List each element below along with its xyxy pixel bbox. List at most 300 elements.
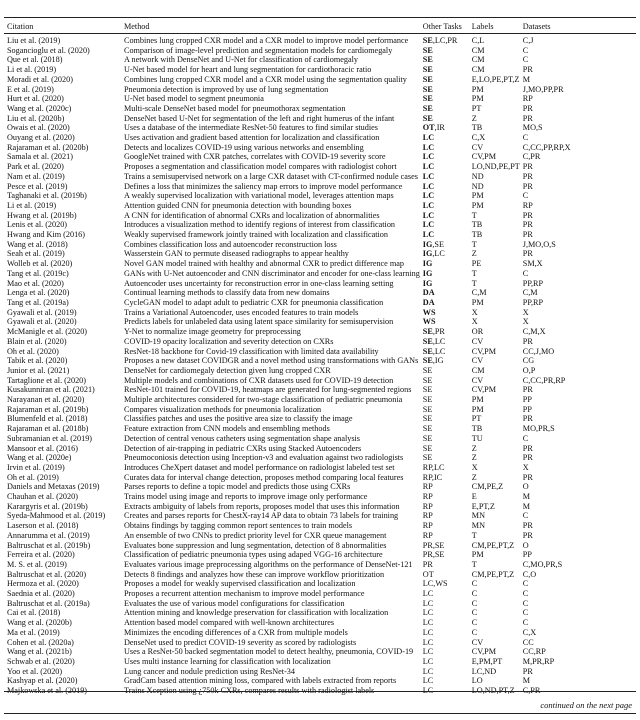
other-tasks-cell	[420, 172, 469, 182]
datasets-cell: PR	[522, 65, 533, 75]
other-tasks-cell	[420, 434, 469, 444]
labels-cell: Z	[471, 453, 477, 463]
other-tasks-cell	[420, 657, 469, 667]
labels-cell: PM	[471, 550, 484, 560]
table-row	[4, 599, 636, 609]
table-row	[4, 570, 636, 580]
datasets-cell: PR	[522, 521, 533, 531]
other-tasks-cell	[420, 482, 469, 492]
table-row	[4, 473, 636, 483]
separator: ,	[432, 336, 435, 346]
table-row	[4, 230, 636, 240]
primary-task: SE	[422, 453, 433, 463]
other-tasks-cell	[420, 589, 469, 599]
labels-cell: Z	[471, 249, 477, 259]
labels-cell: PE	[471, 259, 482, 269]
primary-task: LC	[422, 589, 434, 599]
table-row	[4, 220, 636, 230]
other-tasks-cell	[420, 259, 469, 269]
table-row	[4, 259, 636, 269]
table-row	[4, 376, 636, 386]
datasets-cell: PR	[522, 472, 533, 482]
datasets-cell: C,M,X	[522, 327, 546, 337]
other-tasks-cell	[420, 211, 469, 221]
other-tasks-cell	[420, 288, 469, 298]
datasets-cell: PR	[522, 210, 533, 220]
table-row	[4, 511, 636, 521]
primary-task: RP	[422, 472, 432, 482]
datasets-cell: M	[522, 492, 531, 502]
datasets-cell: C	[522, 511, 529, 521]
method-cell: Y-Net to normalize image geometry for preprocessing	[124, 327, 301, 337]
header-row	[4, 20, 636, 33]
labels-cell: E	[471, 492, 477, 502]
bottom-rule	[4, 691, 636, 692]
labels-cell: OR	[471, 327, 484, 337]
labels-cell: CV	[471, 356, 484, 366]
labels-cell: E,PM,PT	[471, 657, 503, 666]
datasets-cell: PR	[522, 530, 533, 540]
primary-task: LC	[422, 152, 435, 162]
citation-cell: Junior et al. (2021)	[7, 365, 70, 375]
labels-cell: TB	[471, 230, 483, 240]
other-tasks-cell	[420, 104, 469, 114]
citation-cell: Kashyap et al. (2020)	[7, 676, 78, 686]
method-cell: Lung cancer and nodule prediction using ResNet-34	[124, 666, 295, 676]
citation-cell: Moradi et al. (2020)	[7, 74, 73, 84]
other-tasks-cell	[420, 327, 469, 337]
citation-cell: Gyawali et al. (2019)	[7, 307, 77, 317]
labels-cell: CM,PE,Z	[471, 482, 504, 492]
citation-cell: Daniels and Metaxas (2019)	[7, 482, 100, 492]
other-tasks-cell	[420, 46, 469, 56]
primary-task: SE	[422, 433, 433, 443]
other-tasks-cell	[420, 638, 469, 648]
datasets-cell: MO,PR,S	[522, 424, 555, 434]
method-cell: DenseNet based U-Net for segmentation of the left and right humerus of the infant	[124, 113, 395, 123]
primary-task: SE	[422, 113, 433, 123]
other-tasks-cell	[420, 94, 469, 104]
method-cell: Detection of air-trapping in pediatric CXRs using Stacked Autoencoders	[124, 443, 362, 453]
table-row	[4, 133, 636, 143]
other-tasks-cell	[420, 114, 469, 124]
primary-task: IG	[422, 249, 433, 259]
table-row	[4, 405, 636, 415]
primary-task: RP	[422, 462, 432, 472]
method-cell: GANs with U-Net autoencoder and CNN discriminator and encoder for one-class learning	[124, 268, 420, 278]
table-row	[4, 424, 636, 434]
labels-cell: PM	[471, 404, 484, 414]
table-row	[4, 667, 636, 677]
method-cell: CycleGAN model to adapt adult to pediatric CXR for pneumonia classification	[124, 297, 384, 307]
continued-note: continued on the next page	[540, 700, 632, 710]
primary-task: RP	[422, 521, 433, 531]
datasets-cell: PR	[522, 443, 533, 453]
other-tasks-cell	[420, 133, 469, 143]
primary-task: SE	[422, 55, 433, 65]
method-cell: Obtains findings by tagging common report sentences to train models	[124, 521, 353, 531]
citation-cell: E et al. (2019)	[7, 84, 54, 94]
separator: ,	[432, 249, 435, 259]
primary-task: SE	[422, 336, 433, 346]
method-cell: Combines lung cropped CXR model and a CXR model to improve model performance	[124, 36, 409, 45]
labels-cell: C,M	[471, 288, 487, 298]
method-cell: Compares visualization methods for pneumonia localization	[124, 404, 322, 414]
citation-cell: Schwab et al. (2020)	[7, 657, 75, 666]
citation-cell: Karargyris et al. (2019b)	[7, 501, 88, 511]
datasets-cell: MO,S	[522, 123, 543, 133]
datasets-cell: PR	[522, 113, 533, 123]
primary-task: LC	[422, 627, 434, 637]
labels-cell: PM	[471, 84, 484, 94]
datasets-cell: PR	[522, 181, 533, 191]
table-row	[4, 201, 636, 211]
labels-cell: CV,PM	[471, 152, 496, 162]
datasets-cell: PP	[522, 395, 532, 405]
secondary-tasks: IG	[434, 356, 444, 366]
other-tasks-cell	[420, 376, 469, 386]
labels-cell: T	[471, 268, 477, 278]
table-row	[4, 492, 636, 502]
citation-cell: Irvin et al. (2019)	[7, 462, 65, 472]
datasets-cell: PR	[522, 171, 533, 181]
table-row	[4, 327, 636, 337]
other-tasks-cell	[420, 240, 469, 250]
citation-cell: Tabik et al. (2020)	[7, 356, 68, 366]
citation-cell: Park et al. (2020)	[7, 162, 64, 172]
other-tasks-cell	[420, 579, 469, 589]
datasets-cell: C	[522, 433, 529, 443]
table-row	[4, 308, 636, 318]
labels-cell: ND	[471, 171, 484, 181]
secondary-tasks: WS	[435, 579, 448, 589]
datasets-cell: PR	[522, 414, 533, 424]
table-row	[4, 75, 636, 85]
labels-cell: X	[471, 462, 478, 472]
labels-cell: TB	[471, 220, 483, 230]
table-row	[4, 482, 636, 492]
header-rule	[4, 33, 636, 34]
datasets-cell: CC,RP	[522, 647, 546, 657]
labels-cell: C	[471, 589, 478, 599]
secondary-tasks: SE	[434, 550, 445, 560]
method-cell: Trains a semisupervised network on a large CXR dataset with CT-confirmed nodule cases	[124, 171, 418, 181]
table-row	[4, 337, 636, 347]
labels-cell: T	[471, 559, 477, 569]
method-cell: A CNN for identification of abnormal CXRs and localization of abnormalities	[124, 210, 380, 220]
primary-task: DA	[422, 288, 435, 298]
secondary-tasks: LC	[434, 336, 446, 346]
labels-cell: CM,PE,PT,Z	[471, 569, 515, 579]
labels-cell: PM	[471, 200, 484, 210]
table-row	[4, 317, 636, 327]
datasets-cell: PR	[522, 666, 533, 676]
table-row	[4, 502, 636, 512]
labels-cell: CV,PM	[471, 647, 496, 657]
other-tasks-cell	[420, 143, 469, 153]
method-cell: Attention mining and knowledge preservation for classification with localization	[124, 608, 389, 618]
table-row	[4, 211, 636, 221]
table-row	[4, 608, 636, 618]
table-row	[4, 638, 636, 648]
method-cell: Proposes a model for weakly supervised classification and localization	[124, 579, 356, 589]
table-row	[4, 541, 636, 551]
citation-cell: Lenis et al. (2020)	[7, 220, 68, 230]
method-cell: Evaluates the use of various model configurations for classification	[124, 598, 345, 608]
other-tasks-cell	[420, 647, 469, 657]
citation-cell: Baltruschat et al. (2019a)	[7, 598, 90, 608]
other-tasks-cell	[420, 502, 469, 512]
primary-task: SE	[422, 424, 433, 434]
datasets-cell: SM,X	[522, 259, 543, 269]
secondary-tasks: LC	[434, 346, 446, 356]
labels-cell: CV	[471, 142, 484, 152]
primary-task: SE	[422, 327, 433, 337]
other-tasks-cell	[420, 550, 469, 560]
method-cell: Evaluates various image preprocessing algorithms on the performance of DenseNet-121	[124, 559, 413, 569]
citation-cell: Nam et al. (2019)	[7, 171, 65, 181]
other-tasks-cell	[420, 676, 469, 686]
datasets-cell: O,P	[522, 365, 536, 375]
labels-cell: PM	[471, 94, 484, 104]
primary-task: LC	[422, 200, 435, 210]
citation-cell: Kusakunniran et al. (2021)	[7, 385, 95, 395]
labels-cell: CM	[471, 65, 485, 75]
footer-rule	[4, 713, 636, 714]
citation-cell: Mao et al. (2020)	[7, 278, 64, 288]
labels-cell: PT	[471, 414, 482, 424]
table-row	[4, 463, 636, 473]
citation-cell: Baltruschat et al. (2019b)	[7, 540, 91, 550]
primary-task: LC	[422, 618, 434, 628]
labels-cell: C	[471, 598, 478, 608]
primary-task: SE	[422, 74, 433, 84]
citation-cell: Taghanaki et al. (2019b)	[7, 191, 87, 201]
labels-cell: CM	[471, 45, 485, 55]
table-row	[4, 33, 636, 46]
datasets-cell: C,CC,PR,RP	[522, 375, 566, 385]
labels-cell: Z	[471, 472, 477, 482]
table-row	[4, 676, 636, 686]
primary-task: SE	[422, 356, 433, 366]
method-cell: Autoencoder uses uncertainty for reconstruction error in one-class learning setting	[124, 278, 394, 288]
datasets-cell: PP	[522, 404, 532, 414]
datasets-cell: C	[522, 45, 529, 55]
citation-cell: Cohen et al. (2020a)	[7, 637, 74, 647]
labels-cell: CV	[471, 336, 484, 346]
method-cell: GradCam based attention mining loss, compared with labels extracted from reports	[124, 676, 397, 686]
primary-task: LC	[422, 637, 434, 647]
table-row	[4, 249, 636, 259]
primary-task: RP	[422, 530, 433, 540]
secondary-tasks: SE	[434, 540, 445, 550]
method-cell: Defines a loss that minimizes the saliency map errors to improve model performance	[124, 181, 403, 191]
datasets-cell: C,X	[522, 627, 537, 637]
citation-cell: Que et al. (2018)	[7, 55, 63, 65]
table-row	[4, 240, 636, 250]
citation-cell: Rajaraman et al. (2018b)	[7, 424, 89, 434]
secondary-tasks: SE	[434, 239, 444, 249]
citation-cell: Wang et al. (2020e)	[7, 453, 72, 463]
other-tasks-cell	[420, 385, 469, 395]
header-datasets: Datasets	[522, 21, 551, 31]
citation-cell: Tartaglione et al. (2020)	[7, 375, 86, 385]
method-cell: Extracts ambiguity of labels from reports, proposes model that uses this information	[124, 501, 400, 511]
table-row	[4, 356, 636, 366]
other-tasks-cell	[420, 414, 469, 424]
table-row	[4, 65, 636, 75]
citation-cell: Baltruschat et al. (2020)	[7, 569, 87, 579]
other-tasks-cell	[420, 463, 469, 473]
method-cell: Pneumonia detection is improved by use of lung segmentation	[124, 84, 329, 94]
method-cell: Pneumoconiosis detection using Inception-v3 and evaluation against two radiologists	[124, 453, 404, 463]
labels-cell: C	[471, 608, 478, 618]
header-labels: Labels	[471, 21, 494, 31]
labels-cell: C	[471, 618, 478, 628]
other-tasks-cell	[420, 85, 469, 95]
primary-task: SE	[422, 346, 433, 356]
citation-cell: Blain et al. (2020)	[7, 336, 67, 346]
datasets-cell: X	[522, 307, 529, 317]
citation-cell: Oh et al. (2019)	[7, 472, 59, 482]
other-tasks-cell	[420, 249, 469, 259]
other-tasks-cell	[420, 279, 469, 289]
labels-cell: TB	[471, 123, 483, 133]
method-cell: Introduces CheXpert dataset and model performance on radiologist labeled test set	[124, 462, 395, 472]
citation-cell: Hermoza et al. (2020)	[7, 579, 79, 589]
datasets-cell: PR	[522, 336, 533, 346]
citation-cell: Hwang et al. (2019b)	[7, 210, 77, 220]
primary-task: LC	[422, 133, 435, 143]
separator: ,	[432, 239, 435, 249]
datasets-cell: C,M	[522, 288, 538, 298]
labels-cell: C,X	[471, 133, 486, 143]
primary-task: LC	[422, 666, 434, 676]
secondary-tasks: LC,PR	[434, 36, 458, 45]
datasets-cell: PR	[522, 249, 533, 259]
labels-cell: CV,PM	[471, 385, 496, 395]
method-cell: Multi-scale DenseNet based model for pneumothorax segmentation	[124, 103, 346, 113]
labels-cell: PM	[471, 191, 484, 201]
labels-cell: Z	[471, 113, 477, 123]
citation-cell: Syeda-Mahmood et al. (2019)	[7, 511, 106, 521]
table-row	[4, 85, 636, 95]
method-cell: Detects and localizes COVID-19 using various networks and ensembling	[124, 142, 364, 152]
datasets-cell: RP	[522, 94, 533, 104]
citation-cell: Subramanian et al. (2019)	[7, 433, 93, 443]
method-cell: Continual learning methods to classify data from new domains	[124, 288, 330, 298]
table-row	[4, 191, 636, 201]
datasets-cell: PR	[522, 453, 533, 463]
header-method: Method	[124, 21, 150, 31]
other-tasks-cell	[420, 366, 469, 376]
primary-task: LC	[422, 647, 434, 657]
labels-cell: T	[471, 210, 477, 220]
citation-cell: Li et al. (2019)	[7, 65, 57, 75]
method-cell: Wasserstein GAN to permute diseased radiographs to appear healthy	[124, 249, 349, 259]
primary-task: LC	[422, 162, 435, 172]
method-cell: A network with DenseNet and U-Net for classification of cardiomegaly	[124, 55, 358, 65]
other-tasks-cell	[420, 531, 469, 541]
labels-cell: PM	[471, 297, 484, 307]
other-tasks-cell	[420, 33, 469, 46]
method-cell: Comparison of image-level prediction and segmentation models for cardiomegaly	[124, 45, 393, 55]
primary-task: WS	[422, 317, 436, 327]
citation-cell: Pesce et al. (2019)	[7, 181, 68, 191]
citation-cell: Chauhan et al. (2020)	[7, 492, 78, 502]
datasets-cell: C	[522, 589, 529, 599]
primary-task: LC	[422, 220, 435, 230]
citation-cell: Liu et al. (2019)	[7, 36, 61, 45]
labels-cell: MN	[471, 521, 485, 531]
table-row	[4, 279, 636, 289]
other-tasks-cell	[420, 599, 469, 609]
citation-cell: M. S. et al. (2019)	[7, 559, 67, 569]
primary-task: RP	[422, 492, 433, 502]
table-row	[4, 531, 636, 541]
primary-task: WS	[422, 307, 436, 317]
method-cell: Classifies patches and uses the positive area size to classify the image	[124, 414, 353, 424]
other-tasks-cell	[420, 628, 469, 638]
labels-cell: PT	[471, 103, 482, 113]
primary-task: SE	[422, 365, 433, 375]
primary-task: SE	[422, 65, 433, 75]
other-tasks-cell	[420, 453, 469, 463]
citation-cell: Wang et al. (2018)	[7, 239, 68, 249]
labels-cell: LO	[471, 676, 483, 686]
primary-task: SE	[422, 84, 433, 94]
labels-cell: TB	[471, 424, 483, 434]
citation-cell: Samala et al. (2021)	[7, 152, 73, 162]
labels-cell: CV	[471, 637, 484, 647]
labels-cell: PM	[471, 395, 484, 405]
datasets-cell: PR	[522, 385, 533, 395]
primary-task: PR	[422, 559, 433, 569]
citation-cell: Wolleb et al. (2020)	[7, 259, 73, 269]
other-tasks-cell	[420, 230, 469, 240]
method-cell: DenseNet used to predict COVID-19 severity as scored by radiologists	[124, 637, 357, 647]
datasets-cell: RP	[522, 200, 533, 210]
labels-cell: E,LO,PE,PT,Z	[471, 74, 520, 84]
datasets-cell: C	[522, 133, 529, 143]
method-cell: GoogleNet trained with CXR patches, correlates with COVID-19 severity score	[124, 152, 386, 162]
results-table	[4, 20, 636, 696]
labels-cell: LC,ND	[471, 666, 497, 676]
separator: ,	[432, 327, 435, 337]
primary-task: LC	[422, 230, 435, 240]
citation-cell: Wang et al. (2020b)	[7, 618, 72, 628]
primary-task: IG	[422, 259, 433, 269]
primary-task: LC	[422, 181, 435, 191]
other-tasks-cell	[420, 444, 469, 454]
citation-cell: Saednia et al. (2020)	[7, 589, 75, 599]
labels-cell: CM,PE,PT,Z	[471, 540, 515, 550]
labels-cell: T	[471, 530, 477, 540]
other-tasks-cell	[420, 560, 469, 570]
datasets-cell: C	[522, 598, 529, 608]
citation-cell: Oh et al. (2020)	[7, 346, 59, 356]
datasets-cell: PP,RP	[522, 278, 544, 288]
citation-cell: Annarumma et al. (2019)	[7, 530, 90, 540]
labels-cell: TU	[471, 433, 483, 443]
labels-cell: E,PT,Z	[471, 501, 495, 511]
secondary-tasks: PR	[434, 327, 445, 337]
datasets-cell: CC,J,MO	[522, 346, 555, 356]
other-tasks-cell	[420, 492, 469, 502]
other-tasks-cell	[420, 298, 469, 308]
table-row	[4, 366, 636, 376]
other-tasks-cell	[420, 65, 469, 75]
